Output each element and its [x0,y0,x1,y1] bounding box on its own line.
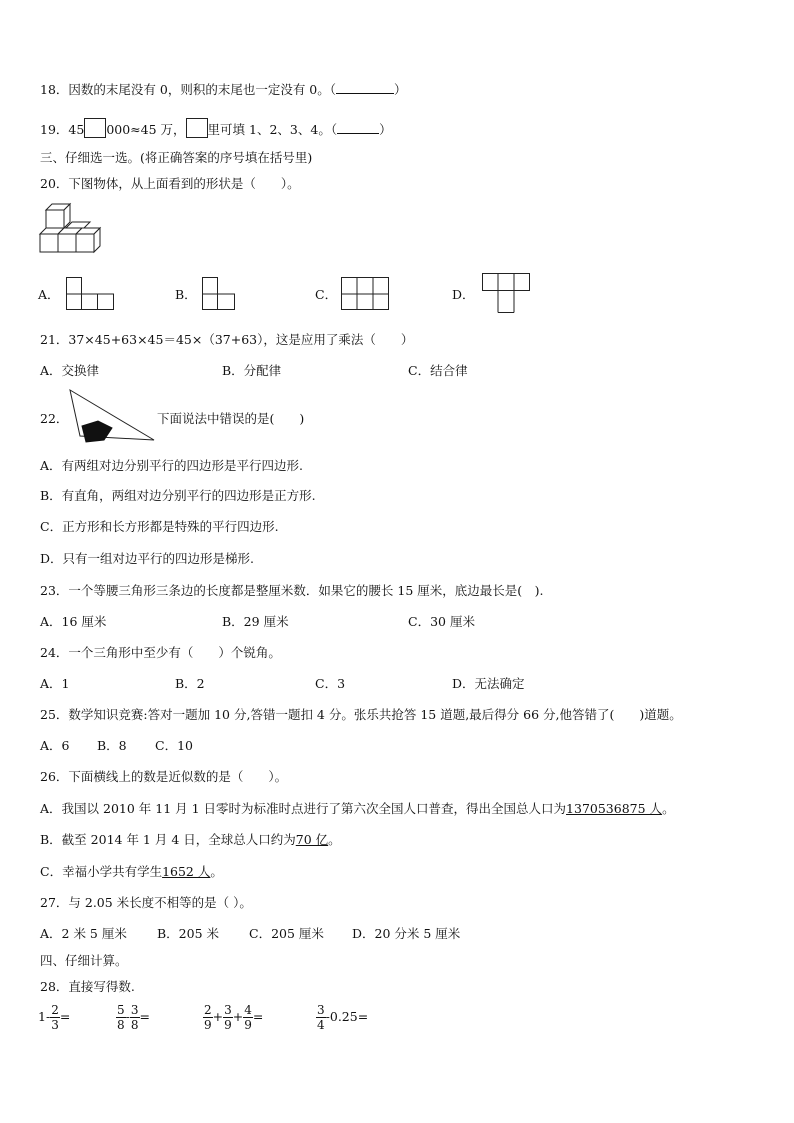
section-3-heading: 三、仔细选一选。(将正确答案的序号填在括号里) [40,150,313,165]
option-c[interactable]: C．30 厘米 [408,614,475,629]
option-a[interactable]: A．2 米 5 厘米 [40,926,127,941]
fraction: $\frac{3}{9}$ [224,1003,232,1032]
question-27-stem: 27．与 2.05 米长度不相等的是（ ）。 [40,895,252,910]
option-c[interactable]: C．3 [315,676,346,691]
option-d[interactable]: D．无法确定 [452,676,525,691]
question-22-number: 22． [40,411,69,426]
answer-blank[interactable] [337,133,379,134]
option-b[interactable]: B．截至 2014 年 1 月 4 日，全球总人口约为70 亿。 [40,832,341,847]
digit-box[interactable] [84,118,106,138]
shape-option-b-icon [202,277,236,311]
cube-stack-figure [38,204,110,258]
expression-4: $\frac{3}{4}$ -0.25= [317,1003,369,1032]
question-18: 18．因数的末尾没有 0，则积的末尾也一定没有 0。（ ） [40,82,407,97]
option-b[interactable]: B． [175,287,197,302]
fraction: $\frac{2}{3}$ [51,1003,59,1032]
option-b[interactable]: B．2 [175,676,205,691]
underlined-number: 1652 人 [162,864,211,879]
shape-option-a-icon [66,277,114,311]
question-23-stem: 23．一个等腰三角形三条边的长度都是整厘米数．如果它的腰长 15 厘米，底边最长是( ). [40,583,544,598]
option-b[interactable]: B．分配律 [222,363,282,378]
option-a[interactable]: A．6 [40,738,70,753]
option-a[interactable]: A．16 厘米 [40,614,107,629]
fraction: $\frac{3}{4}$ [317,1003,325,1032]
shape-option-c-icon [341,277,389,311]
digit-box[interactable] [186,118,208,138]
fraction: $\frac{4}{9}$ [244,1003,252,1032]
expression-1: 1- $\frac{2}{3}$ = [38,1003,71,1032]
option-d[interactable]: D．20 分米 5 厘米 [352,926,461,941]
question-20-stem: 20．下图物体，从上面看到的形状是（ ）。 [40,176,300,191]
question-19: 19．45 000≈45 万， 里可填 1、2、3、4。（ ） [40,118,392,138]
answer-blank[interactable] [336,93,394,94]
option-b[interactable]: B．8 [97,738,127,753]
triangle-with-shaded-quadrilateral-figure [68,388,158,444]
option-a[interactable]: A．交换律 [40,363,100,378]
question-18-text: 18．因数的末尾没有 0，则积的末尾也一定没有 0。（ [40,82,337,97]
expression-3: $\frac{2}{9}$ + $\frac{3}{9}$ + $\frac{4}{9}$ = [204,1003,264,1032]
shape-option-d-icon [482,273,530,313]
option-d[interactable]: D． [452,287,475,302]
option-a[interactable]: A． [38,287,60,302]
option-c[interactable]: C．10 [155,738,193,753]
underlined-number: 1370536875 人 [566,801,663,816]
question-26-stem: 26．下面横线上的数是近似数的是（ ）。 [40,769,288,784]
expression-2: $\frac{5}{8}$ - $\frac{3}{8}$ = [117,1003,150,1032]
option-a[interactable]: A．有两组对边分别平行的四边形是平行四边形. [40,458,304,473]
question-24-stem: 24．一个三角形中至少有（ ）个锐角。 [40,645,281,660]
question-25-stem: 25．数学知识竞赛:答对一题加 10 分,答错一题扣 4 分。张乐共抢答 15 道题,最后得分 66 分,他答错了( )道题。 [40,707,682,722]
option-c[interactable]: C．结合律 [408,363,468,378]
question-28-stem: 28．直接写得数. [40,979,135,994]
option-a[interactable]: A．我国以 2010 年 11 月 1 日零时为标准时点进行了第六次全国人口普查，得出全国总人口为1370536875 人。 [40,801,675,816]
option-b[interactable]: B．29 厘米 [222,614,289,629]
question-22-stem: 下面说法中错误的是( ) [157,411,305,426]
option-c[interactable]: C．正方形和长方形都是特殊的平行四边形. [40,519,279,534]
option-a[interactable]: A．1 [40,676,70,691]
option-c[interactable]: C．205 厘米 [249,926,324,941]
option-c[interactable]: C．幸福小学共有学生1652 人。 [40,864,223,879]
fraction: $\frac{2}{9}$ [204,1003,212,1032]
section-4-heading: 四、仔细计算。 [40,953,128,968]
option-b[interactable]: B．205 米 [157,926,220,941]
fraction: $\frac{3}{8}$ [130,1003,139,1032]
option-c[interactable]: C． [315,287,338,302]
fraction: $\frac{5}{8}$ [117,1003,125,1032]
option-b[interactable]: B．有直角，两组对边分别平行的四边形是正方形. [40,488,316,503]
question-21-stem: 21．37×45+63×45＝45×（37+63），这是应用了乘法（ ） [40,332,414,347]
underlined-number: 70 亿 [295,832,329,847]
option-d[interactable]: D．只有一组对边平行的四边形是梯形. [40,551,254,566]
